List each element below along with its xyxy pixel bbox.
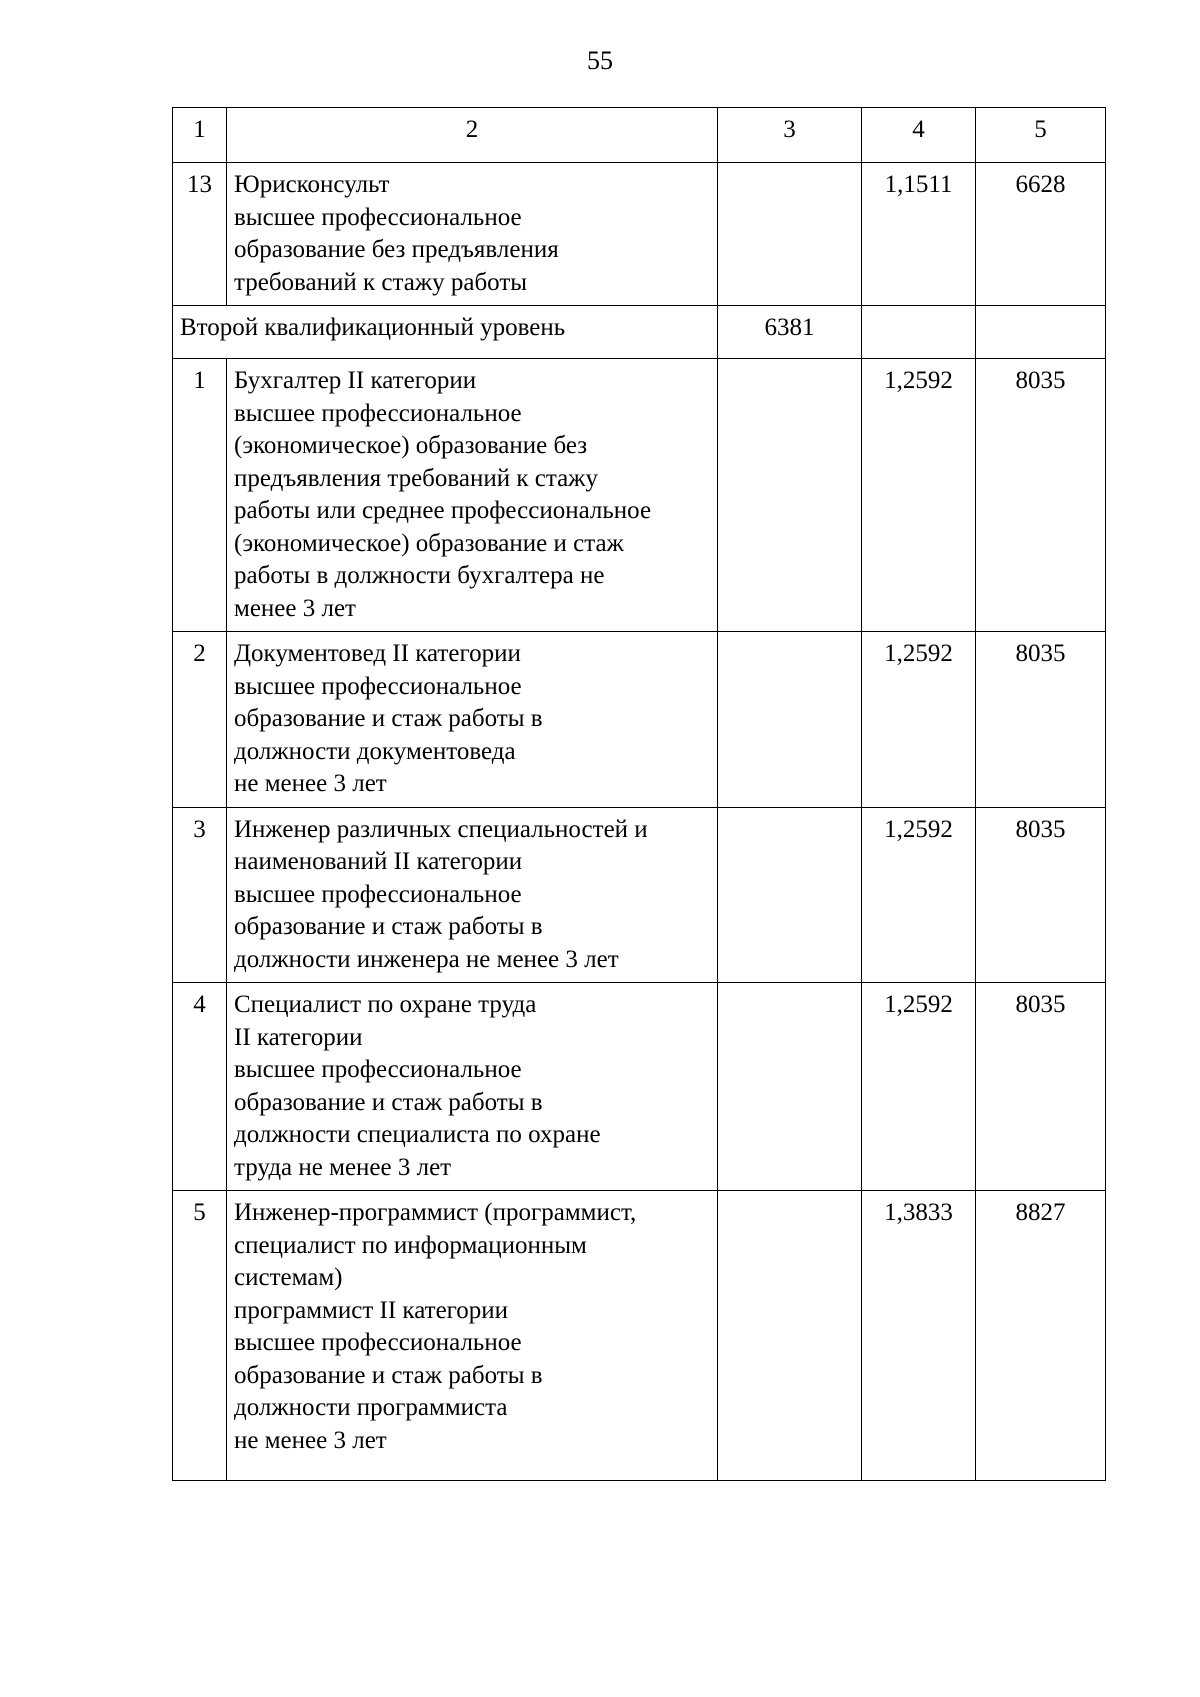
base-salary-cell — [718, 359, 862, 632]
page-number: 55 — [587, 46, 613, 75]
row-number: 1 — [173, 359, 227, 632]
description-line: должности документоведа — [234, 737, 516, 765]
row-number: 3 — [173, 807, 227, 983]
description-line: образование и стаж работы в — [234, 1361, 543, 1389]
description-line: высшее профессиональное — [234, 1329, 522, 1356]
description-line: работы или среднее профессиональное — [234, 497, 652, 524]
salary: 6628 — [976, 163, 1106, 306]
qualification-table — [172, 107, 1106, 1481]
position-description — [227, 807, 718, 983]
coefficient: 1,2592 — [862, 983, 976, 1191]
base-salary-cell — [718, 983, 862, 1191]
empty-cell — [862, 306, 976, 359]
description-line: высшее профессиональное — [234, 203, 522, 231]
description-line: системам) — [234, 1264, 343, 1291]
table-row-2 — [173, 632, 1106, 808]
description-line: (экономическое) образование без — [234, 432, 588, 459]
base-salary-cell — [718, 163, 862, 306]
coefficient: 1,1511 — [862, 163, 976, 306]
salary: 8827 — [976, 1191, 1106, 1481]
table-row-3 — [173, 807, 1106, 983]
qualification-level-label: Второй квалификационный уровень — [173, 306, 718, 359]
salary: 8035 — [976, 983, 1106, 1191]
row-number: 13 — [173, 163, 227, 306]
base-salary-cell — [718, 1191, 862, 1481]
coefficient: 1,2592 — [862, 632, 976, 808]
description-line: Инженер-программист (программист, — [234, 1199, 637, 1226]
description-line: Юрисконсульт — [234, 171, 390, 198]
description-line: образование и стаж работы в — [234, 1088, 543, 1116]
qualification-level-base-salary: 6381 — [718, 306, 862, 359]
salary: 8035 — [976, 807, 1106, 983]
coefficient: 1,3833 — [862, 1191, 976, 1481]
description-line: труда не менее 3 лет — [234, 1153, 452, 1181]
row-number: 2 — [173, 632, 227, 808]
description-line: образование без предъявления — [234, 236, 559, 263]
description-line: наименований II категории — [234, 848, 523, 875]
description-line: Бухгалтер II категории — [234, 367, 477, 394]
header-col-5: 5 — [976, 108, 1106, 163]
base-salary-cell — [718, 807, 862, 983]
description-line: должности специалиста по охране — [234, 1121, 601, 1148]
row-number: 5 — [173, 1191, 227, 1481]
description-line: предъявления требований к стажу — [234, 464, 598, 492]
description-line: образование и стаж работы в — [234, 705, 543, 732]
table-row-1 — [173, 359, 1106, 632]
empty-cell — [976, 306, 1106, 359]
description-line: специалист по информационным — [234, 1231, 587, 1259]
description-line: Инженер различных специальностей и — [234, 815, 648, 843]
description-line: II категории — [234, 1023, 363, 1051]
salary: 8035 — [976, 359, 1106, 632]
description-line: требований к стажу работы — [234, 268, 528, 296]
description-line: образование и стаж работы в — [234, 913, 543, 940]
qualification-level-row — [173, 306, 1106, 359]
description-line: не менее 3 лет — [234, 1426, 387, 1454]
position-description — [227, 1191, 718, 1481]
position-description — [227, 359, 718, 632]
description-line: должности инженера не менее 3 лет — [234, 945, 619, 973]
description-line: менее 3 лет — [234, 594, 356, 622]
description-line: должности программиста — [234, 1394, 508, 1421]
header-col-4: 4 — [862, 108, 976, 163]
row-number: 4 — [173, 983, 227, 1191]
description-line: не менее 3 лет — [234, 770, 387, 797]
description-line: высшее профессиональное — [234, 672, 522, 700]
description-line: программист II категории — [234, 1296, 509, 1324]
description-line: работы в должности бухгалтера не — [234, 562, 605, 589]
table-header-row — [173, 108, 1106, 163]
description-line: высшее профессиональное — [234, 399, 522, 427]
table-row-5 — [173, 1191, 1106, 1481]
header-col-3: 3 — [718, 108, 862, 163]
header-col-2: 2 — [227, 108, 718, 163]
table-row-4 — [173, 983, 1106, 1191]
salary: 8035 — [976, 632, 1106, 808]
position-description — [227, 163, 718, 306]
base-salary-cell — [718, 632, 862, 808]
table-row-13 — [173, 163, 1106, 306]
coefficient: 1,2592 — [862, 359, 976, 632]
description-line: высшее профессиональное — [234, 880, 522, 908]
description-line: Документовед II категории — [234, 640, 521, 667]
description-line: Специалист по охране труда — [234, 991, 537, 1018]
coefficient: 1,2592 — [862, 807, 976, 983]
position-description — [227, 983, 718, 1191]
description-line: высшее профессиональное — [234, 1056, 522, 1083]
position-description — [227, 632, 718, 808]
description-line: (экономическое) образование и стаж — [234, 529, 624, 557]
header-col-1: 1 — [173, 108, 227, 163]
